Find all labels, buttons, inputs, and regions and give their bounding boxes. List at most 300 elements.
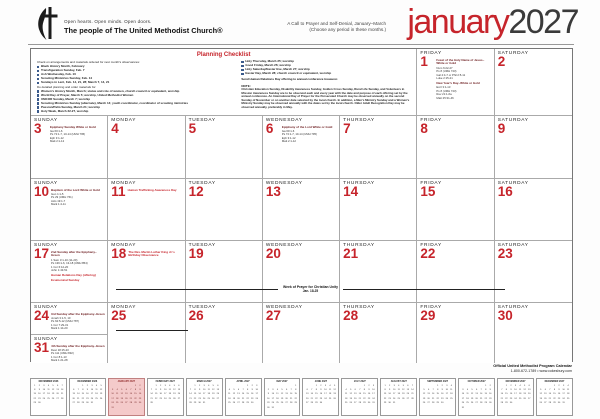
- mini-day-number: 14: [150, 393, 153, 396]
- mini-day-number: 6: [56, 384, 59, 387]
- day-cell-15: [417, 179, 494, 241]
- mini-day-number: 30: [509, 402, 513, 405]
- mini-day-number: 7: [359, 388, 361, 391]
- mini-day-number: 3: [203, 384, 205, 387]
- mini-day-number: 29: [246, 402, 249, 405]
- mini-day-number: 15: [553, 393, 556, 396]
- mini-day-number: 12: [212, 388, 215, 391]
- mini-day-number: 16: [250, 393, 254, 396]
- mini-day-number: 29: [505, 402, 508, 405]
- scripture-line: Mark 1:14-20: [51, 326, 68, 331]
- mini-day-number: 7: [411, 384, 414, 387]
- mini-day-number: 15: [294, 393, 297, 396]
- planning-checklist: [31, 49, 417, 116]
- mini-day-number: 21: [500, 397, 504, 400]
- day-content: [436, 124, 491, 135]
- mini-day-number: 19: [99, 393, 103, 396]
- mini-day-number: 23: [138, 397, 142, 400]
- day-cell-2: [495, 49, 572, 116]
- day-body: [108, 123, 184, 135]
- scripture-line: Gal 4:4-7 or Phil 2:5-11: [436, 72, 466, 77]
- mini-day-number: 29: [436, 402, 439, 405]
- mini-day-number: 3: [372, 384, 375, 387]
- observance-label: Epiphany of the Lord White or Gold: [281, 124, 333, 129]
- mini-day-number: 7: [189, 388, 192, 391]
- day-cell-6: [263, 116, 340, 179]
- mini-day-number: 2: [510, 384, 512, 387]
- mini-day-number: 12: [402, 388, 405, 391]
- day-body: [417, 186, 493, 198]
- mini-day-number: 13: [237, 393, 240, 396]
- mini-day-number: 21: [129, 397, 133, 400]
- date-number: 23: [497, 246, 513, 261]
- mini-day-number: 14: [60, 388, 64, 391]
- mini-day-number: 27: [237, 402, 240, 405]
- mini-day-number: 18: [328, 393, 332, 396]
- mini-day-number: 15: [436, 393, 439, 396]
- mini-day-number: 11: [397, 388, 400, 391]
- mini-day-number: 13: [306, 393, 309, 396]
- mini-day-number: 1: [155, 384, 157, 387]
- mini-day-number: 25: [397, 397, 400, 400]
- day-of-week-label: FRIDAY: [420, 51, 442, 56]
- scripture-line: Ps 72:1-7, 10-14 (UMH 795): [50, 132, 86, 137]
- mini-day-number: 10: [111, 393, 114, 396]
- mini-day-number: 18: [207, 393, 210, 396]
- scripture-line: Eph 3:1-12: [281, 135, 296, 140]
- mini-day-number: 12: [470, 393, 474, 396]
- mini-day-number: 24: [90, 397, 94, 400]
- date-number: 21: [343, 246, 359, 261]
- day-of-week-label: FRIDAY: [420, 305, 442, 310]
- scripture-line: Isa 60:1-6: [50, 129, 63, 133]
- scripture-line: Gen 1:1-5: [51, 192, 64, 196]
- date-number: 8: [420, 121, 428, 136]
- mini-day-number: 12: [120, 393, 123, 396]
- mini-day-number: 15: [134, 393, 137, 396]
- mini-day-number: 2: [139, 384, 141, 387]
- scripture-line: Ps 8 (UMH 743): [436, 69, 457, 74]
- day-of-week-label: SUNDAY: [34, 181, 58, 186]
- mini-day-number: 11: [566, 388, 570, 391]
- checkbox-marker: [37, 94, 39, 96]
- day-content: [128, 187, 183, 198]
- mini-day-number: 8: [363, 388, 365, 391]
- mini-calendar: [69, 378, 106, 416]
- mini-day-number: 2: [489, 384, 491, 387]
- mini-day-number: 8: [485, 388, 487, 391]
- day-of-week-label: TUESDAY: [188, 118, 216, 123]
- mini-day-number: 12: [539, 393, 542, 396]
- scripture-line: Num 6:22-27: [436, 65, 453, 70]
- mini-day-number: 7: [290, 388, 292, 391]
- mini-calendar: [536, 378, 573, 416]
- mini-day-number: 6: [217, 384, 219, 387]
- mini-day-number: 23: [388, 397, 391, 400]
- day-of-week-label: THURSDAY: [343, 181, 375, 186]
- mini-day-number: 8: [155, 388, 157, 391]
- date-number: 25: [111, 308, 127, 323]
- mini-day-number: 26: [51, 397, 55, 400]
- mini-day-number: 16: [388, 393, 391, 396]
- mini-day-number: 29: [363, 402, 366, 405]
- day-cell-14: [340, 179, 417, 241]
- mini-day-number: 19: [539, 397, 542, 400]
- mini-day-number: 6: [528, 384, 530, 387]
- mini-day-number: 3: [43, 384, 45, 387]
- mini-day-number: 27: [125, 402, 128, 405]
- mini-day-number: 2: [38, 384, 40, 387]
- mini-calendar-grid: [33, 384, 65, 406]
- mini-day-number: 29: [81, 402, 85, 405]
- mini-day-number: 16: [159, 393, 162, 396]
- date-number: 28: [343, 308, 359, 323]
- day-cell-29: [417, 303, 494, 363]
- mini-day-number: 23: [38, 397, 41, 400]
- mini-day-number: 24: [111, 402, 114, 405]
- date-number: 13: [265, 184, 281, 199]
- mini-day-number: 30: [138, 402, 142, 405]
- mini-day-number: 26: [523, 397, 526, 400]
- mini-day-number: 23: [267, 402, 270, 405]
- mini-day-number: 4: [567, 384, 569, 387]
- year-overview-strip: [30, 378, 573, 416]
- mini-day-number: 26: [280, 402, 284, 405]
- mini-calendar-label: NOVEMBER 2027: [505, 380, 526, 383]
- scripture-line: Luke 2:15-21: [436, 75, 453, 80]
- observance-label: Human Trafficking Awareness Day: [127, 187, 177, 192]
- day-body: [31, 310, 107, 332]
- mini-day-number: 15: [193, 393, 197, 396]
- scripture-line: Matt 2:1-12: [281, 139, 296, 144]
- mini-day-number: 18: [450, 393, 453, 396]
- mini-calendar: [147, 378, 184, 416]
- mini-day-number: 5: [471, 388, 473, 391]
- mini-day-number: 11: [47, 388, 50, 391]
- mini-day-number: 4: [169, 384, 171, 387]
- mini-day-number: 29: [484, 402, 487, 405]
- day-of-week-label: TUESDAY: [188, 305, 216, 310]
- day-body: [263, 186, 339, 198]
- mini-day-number: 24: [271, 402, 275, 405]
- mini-day-number: 12: [333, 388, 336, 391]
- date-number: 6: [265, 121, 274, 136]
- mini-day-number: 31: [271, 406, 275, 409]
- mini-day-number: 6: [475, 388, 478, 391]
- day-cell-10: [31, 179, 108, 241]
- mini-day-number: 15: [484, 393, 487, 396]
- day-content: [50, 124, 105, 145]
- day-content: [359, 124, 414, 135]
- checklist-item-label: Scouting Ministries Sunday (alternate), March 14; youth coordinator, coordinator of scouting ministries: [40, 100, 189, 105]
- mini-day-number: 17: [255, 393, 258, 396]
- mini-day-number: 26: [470, 402, 474, 405]
- day-content: [206, 249, 260, 260]
- checkbox-marker: [241, 69, 243, 71]
- mini-day-number: 16: [86, 393, 89, 396]
- date-number: 7: [343, 121, 351, 136]
- mini-day-number: 27: [475, 402, 478, 405]
- mini-day-number: 24: [324, 397, 327, 400]
- mini-day-number: 20: [285, 397, 288, 400]
- mini-day-number: 12: [523, 388, 526, 391]
- mini-day-number: 23: [198, 397, 201, 400]
- scripture-line: Matt 2:1-12: [50, 139, 65, 144]
- mini-day-number: 12: [51, 388, 55, 391]
- mini-day-number: 28: [189, 402, 192, 405]
- day-of-week-label: MONDAY: [111, 243, 137, 248]
- mini-calendar-grid: [149, 384, 181, 406]
- day-cell-18: [108, 241, 185, 303]
- day-content: [283, 187, 337, 198]
- day-of-week-label: THURSDAY: [343, 118, 375, 123]
- calendar-grid: [30, 48, 573, 362]
- mini-day-number: 4: [345, 388, 347, 391]
- mini-day-number: 17: [324, 393, 327, 396]
- mini-day-number: 25: [47, 397, 50, 400]
- mini-day-number: 21: [431, 397, 435, 400]
- day-of-week-label: WEDNESDAY: [265, 181, 303, 186]
- mini-day-number: 15: [154, 393, 158, 396]
- day-content: [51, 249, 105, 283]
- day-body: [31, 186, 107, 208]
- mini-day-number: 12: [232, 393, 236, 396]
- checkbox-marker: [37, 66, 39, 68]
- mini-day-number: 10: [392, 388, 396, 391]
- date-number: 19: [188, 246, 204, 261]
- mini-day-number: 20: [306, 397, 309, 400]
- mini-calendar-grid: [500, 384, 532, 406]
- observance-label: Human Relations Day (offering): [51, 272, 96, 277]
- mini-day-number: 22: [436, 397, 439, 400]
- mini-day-number: 13: [56, 388, 59, 391]
- day-cell-4: [108, 116, 185, 179]
- day-cell-20: [263, 241, 340, 303]
- mini-day-number: 6: [178, 384, 180, 387]
- mini-day-number: 31: [90, 402, 94, 405]
- mini-day-number: 1: [315, 384, 317, 387]
- day-cell-1: [417, 49, 494, 116]
- checklist-item-label: Ash Wednesday, Feb. 10: [40, 72, 76, 77]
- mini-day-number: 22: [315, 397, 318, 400]
- day-body: [186, 123, 262, 135]
- publisher-title: Official United Methodist Program Calendar: [493, 364, 572, 368]
- day-of-week-label: SUNDAY: [34, 305, 58, 310]
- mini-calendar-label: FEBRUARY 2027: [155, 380, 175, 383]
- mini-day-number: 14: [77, 393, 80, 396]
- mini-day-number: 8: [437, 388, 439, 391]
- day-cell-7: [340, 116, 417, 179]
- mini-day-number: 19: [333, 393, 336, 396]
- tagline: Open hearts. Open minds. Open doors.: [64, 19, 152, 24]
- mini-day-number: 6: [306, 388, 308, 391]
- mini-day-number: 27: [285, 402, 288, 405]
- mini-day-number: 9: [489, 388, 491, 391]
- day-content: [360, 249, 414, 260]
- checkbox-marker: [241, 73, 243, 75]
- mini-day-number: 6: [407, 384, 409, 387]
- scripture-line: Ps 111 (UMH 832): [51, 351, 74, 356]
- mini-day-number: 25: [518, 397, 522, 400]
- date-number: 27: [265, 308, 281, 323]
- mini-day-number: 23: [509, 397, 513, 400]
- checklist-item-label: UMCOR Sunday, March 7; worship: [40, 96, 91, 101]
- day-body: [340, 248, 416, 260]
- day-body: [417, 248, 493, 260]
- scripture-line: John 1:43-51: [51, 267, 68, 272]
- day-content: [51, 187, 105, 208]
- mini-day-number: 3: [446, 384, 448, 387]
- checklist-item-label: Scouting Ministries Sunday, Feb. 14: [40, 76, 93, 81]
- mini-day-number: 20: [177, 393, 181, 396]
- mini-day-number: 1: [295, 384, 297, 387]
- week-of-prayer-title: Week of Prayer for Christian Unity: [283, 285, 338, 289]
- scripture-readings: [436, 86, 491, 100]
- mini-day-number: 28: [431, 402, 435, 405]
- mini-day-number: 5: [233, 388, 235, 391]
- mini-day-number: 22: [553, 397, 556, 400]
- mini-day-number: 7: [432, 388, 434, 391]
- mini-day-number: 17: [164, 393, 167, 396]
- mini-day-number: 9: [320, 388, 322, 391]
- mini-day-number: 25: [450, 397, 453, 400]
- mini-day-number: 23: [86, 397, 89, 400]
- mini-day-number: 13: [544, 393, 547, 396]
- checklist-item-label: Holy Thursday, March 25; worship: [245, 59, 294, 63]
- mini-day-number: 18: [276, 397, 279, 400]
- mini-day-number: 10: [324, 388, 327, 391]
- day-cell-22: [417, 241, 494, 303]
- mini-day-number: 29: [383, 402, 387, 405]
- checklist-item-label: World Day of Prayer, March 5; worship, United Methodist Women: [40, 92, 134, 97]
- mini-calendar-grid: [227, 384, 259, 406]
- day-body: [263, 248, 339, 260]
- mini-day-number: 6: [73, 388, 75, 391]
- mini-day-number: 29: [553, 402, 556, 405]
- date-number: 5: [188, 121, 197, 136]
- day-content: [282, 124, 337, 145]
- day-cell-23: [495, 241, 572, 303]
- mini-day-number: 23: [557, 397, 561, 400]
- scripture-line: Eccl 3:1-13: [436, 85, 451, 90]
- mini-day-number: 6: [544, 388, 546, 391]
- mini-day-number: 5: [281, 388, 283, 391]
- mini-day-number: 26: [99, 397, 103, 400]
- mini-calendar: [497, 378, 534, 416]
- day-cell-13: [263, 179, 340, 241]
- mini-day-number: 10: [461, 393, 465, 396]
- mini-day-number: 8: [295, 388, 297, 391]
- date-number: 10: [34, 184, 50, 199]
- mini-day-number: 1: [553, 384, 556, 387]
- mini-day-number: 18: [168, 393, 171, 396]
- mini-day-number: 18: [566, 393, 570, 396]
- mini-day-number: 16: [267, 397, 270, 400]
- mini-day-number: 13: [527, 388, 531, 391]
- mini-day-number: 28: [500, 402, 504, 405]
- checklist-intro-2: Do detailed planning and order materials for:: [37, 84, 97, 89]
- mini-day-number: 12: [422, 393, 426, 396]
- mini-calendar-label: JULY 2027: [353, 380, 366, 383]
- mini-day-number: 5: [423, 388, 425, 391]
- mini-day-number: 3: [393, 384, 395, 387]
- day-body: [340, 310, 416, 322]
- mini-day-number: 9: [389, 388, 391, 391]
- mini-day-number: 13: [427, 393, 430, 396]
- mini-day-number: 27: [216, 397, 220, 400]
- mini-day-number: 11: [466, 393, 469, 396]
- mini-day-number: 1: [485, 384, 487, 387]
- mini-day-number: 28: [479, 402, 483, 405]
- mini-day-number: 29: [33, 402, 36, 405]
- mini-day-number: 11: [168, 388, 171, 391]
- scripture-line: Ps 8 (UMH 743): [436, 88, 457, 93]
- mini-day-number: 4: [276, 388, 279, 391]
- mini-day-number: 18: [95, 393, 98, 396]
- mini-day-number: 30: [198, 402, 201, 405]
- checkbox-marker: [241, 61, 243, 63]
- mini-day-number: 4: [228, 388, 230, 391]
- observance-label: The Rev. Martin Luther King Jr.'s Birthday Observance: [128, 249, 175, 258]
- date-number: 18: [111, 246, 127, 261]
- mini-calendar-grid: [383, 384, 415, 406]
- scripture-line: Ps 72:1-7, 10-14 (UMH 795): [281, 132, 317, 137]
- checklist-item: [241, 72, 410, 76]
- mini-day-number: 7: [150, 388, 153, 391]
- scripture-line: Acts 19:1-7: [51, 198, 66, 203]
- mini-day-number: 9: [38, 388, 40, 391]
- day-content: [51, 311, 105, 332]
- day-of-week-label: THURSDAY: [343, 305, 375, 310]
- day-cell-27: [263, 303, 340, 363]
- mini-day-number: 1: [437, 384, 439, 387]
- date-number: 30: [497, 308, 513, 323]
- mini-day-number: 22: [33, 397, 36, 400]
- mini-calendar-grid: [461, 384, 493, 410]
- mini-day-number: 2: [389, 384, 391, 387]
- mini-day-number: 22: [363, 397, 366, 400]
- day-body: [31, 248, 107, 283]
- mini-day-number: 24: [445, 397, 449, 400]
- mini-day-number: 23: [441, 397, 444, 400]
- mini-day-number: 10: [90, 388, 94, 391]
- scripture-line: Matt 25:31-46: [436, 95, 454, 100]
- mini-day-number: 13: [406, 388, 410, 391]
- mini-day-number: 7: [61, 384, 63, 387]
- date-number: 22: [420, 246, 436, 261]
- mini-day-number: 17: [514, 393, 517, 396]
- mini-day-number: 12: [173, 388, 176, 391]
- scripture-readings: [436, 67, 491, 81]
- mini-day-number: 3: [514, 384, 517, 387]
- date-number: 2: [497, 54, 506, 69]
- mini-day-number: 19: [349, 397, 352, 400]
- mini-day-number: 22: [154, 397, 158, 400]
- day-cell-30: [495, 303, 572, 363]
- mini-day-number: 30: [250, 402, 254, 405]
- mini-day-number: 19: [120, 397, 123, 400]
- mini-day-number: 25: [228, 402, 231, 405]
- mini-day-number: 9: [251, 388, 253, 391]
- mini-calendar: [341, 378, 378, 416]
- day-cell-5: [186, 116, 263, 179]
- checklist-item: [37, 110, 231, 114]
- mini-day-number: 22: [246, 397, 249, 400]
- day-cell-16: [495, 179, 572, 241]
- mini-day-number: 30: [557, 402, 561, 405]
- mini-day-number: 21: [310, 397, 313, 400]
- checkbox-marker: [37, 98, 39, 100]
